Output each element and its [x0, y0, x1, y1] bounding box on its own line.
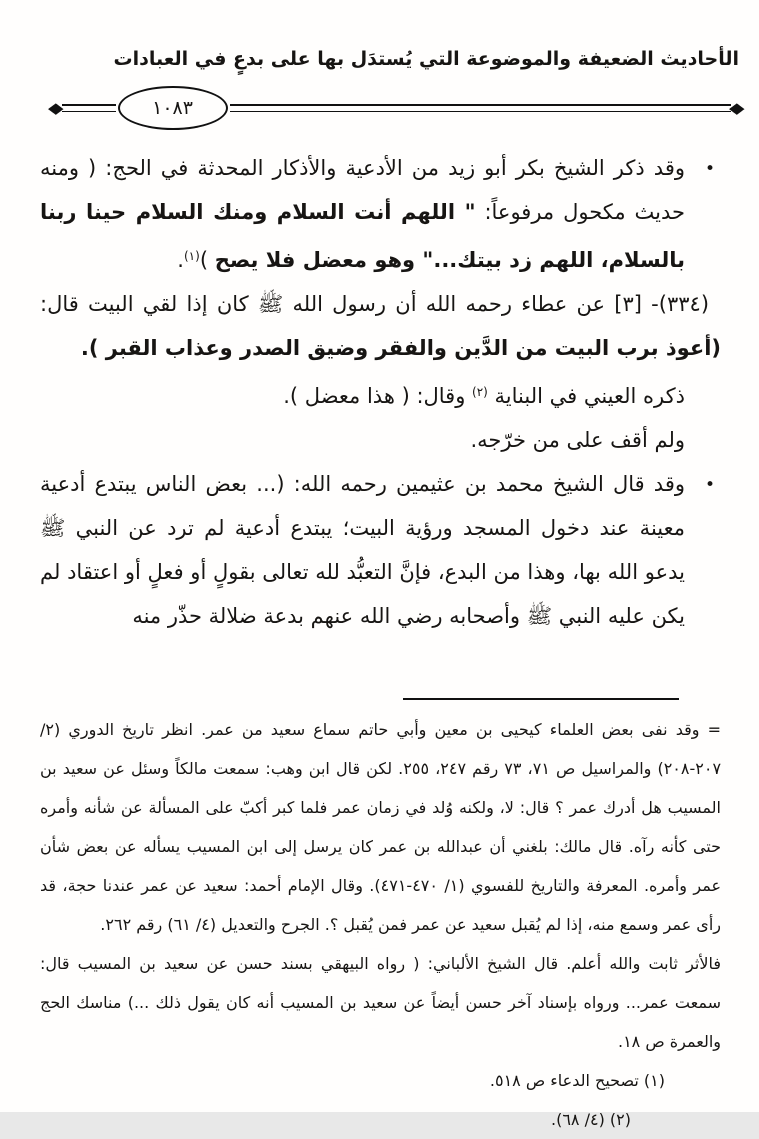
page-number-badge	[118, 86, 228, 130]
footnote-continuation: فالأثر ثابت والله أعلم. قال الشيخ الألباني: ( رواه البيهقي بسند حسن عن سعيد بن المسيب قال: سمعت عمر... ورواه بإسناد آخر حسن أيضاً عن سعيد بن المسيب أنه كان يقول ذلك ...) مناسك الحج والعمرة ص ١٨.	[40, 954, 721, 1051]
header-rule	[47, 86, 746, 130]
double-rule-segment	[62, 104, 116, 112]
bullet-marker: •	[704, 159, 715, 179]
paragraph-bakr-abu-zayd	[40, 146, 721, 282]
text-run: .	[177, 248, 184, 272]
paragraph-takhrij-note: ولم أقف على من خرّجه.	[470, 428, 685, 452]
text-run: وقد قال الشيخ محمد بن عثيمين رحمه الله: (... بعض الناس يبتدع أدعية معينة عند دخول المسجد ورؤية البيت؛ يبتدع أدعية لم ترد عن النبي ﷺ يدعو الله بها، وهذا من البدع، فإنَّ التعبُّد لله تعالى بقولٍ أو فعلٍ أو اعتقاد لم يكن عليه النبي ﷺ وأصحابه رضي الله عنهم بدعة ضلالة حذّر منه	[40, 472, 685, 628]
footnote-ref-2: (٢)	[472, 385, 488, 399]
text-run: )	[199, 248, 215, 272]
bullet-marker: •	[704, 475, 715, 495]
paragraph-ibn-uthaymin	[40, 462, 721, 638]
page-number: ١٠٨٣	[152, 97, 193, 119]
footnote-1: (١) تصحيح الدعاء ص ٥١٨.	[489, 1071, 665, 1090]
running-title: الأحاديث الضعيفة والموضوعة التي يُستدَل بها على بدعٍ في العبادات	[113, 48, 739, 70]
diamond-icon: ◆	[729, 98, 746, 117]
footnote-2: (٢) (٤/ ٦٨).	[550, 1110, 631, 1129]
hadith-quote-bold: " اللهم أنت السلام ومنك السلام حينا ربنا بالسلام، اللهم زد بيتك..." وهو معضل فلا يصح	[40, 200, 685, 272]
diamond-icon: ◆	[47, 98, 64, 117]
text-run: ذكره العيني في البناية	[487, 384, 685, 408]
text-run: وقال: ( هذا معضل ).	[283, 384, 473, 408]
hadith-quote-bold: (أعوذ برب البيت من الدَّين والفقر وضيق الصدر وعذاب القبر ).	[80, 336, 721, 360]
footnotes-section	[40, 698, 721, 1139]
footnote-separator	[403, 698, 679, 700]
footnote-continuation: = وقد نفى بعض العلماء كيحيى بن معين وأبي حاتم سماع سعيد من عمر. انظر تاريخ الدوري (٢/ ٢٠٧-٢٠٨) والمراسيل ص ٧١، ٧٣ رقم ٢٤٧، ٢٥٥. لكن قال ابن وهب: سمعت مالكاً وسئل عن سعيد بن المسيب هل أدرك عمر ؟ قال: لا، ولكنه وُلد في زمان عمر فلما كبر أكبّ على المسألة عن شأنه وأمره حتى كأنه رآه. قال مالك: بلغني أن عبدالله بن عمر كان يرسل إلى ابن المسيب يسأله عن بعض شأن عمر وأمره. المعرفة والتاريخ للفسوي (١/ ٤٧٠-٤٧١). وقال الإمام أحمد: سعيد عن عمر عندنا حجة، قد رأى عمر وسمع منه، إذا لم يُقبل سعيد عن عمر فمن يُقبل ؟. الجرح والتعديل (٤/ ٦١) رقم ٢٦٢.	[40, 720, 722, 934]
text-run: وقد ذكر الشيخ بكر أبو زيد من الأدعية والأذكار المحدثة في الحج: ( ومنه حديث مكحول مرفوعاً:	[40, 156, 685, 224]
text-run: (٣٣٤)- [٣] عن عطاء رحمه الله أن رسول الله ﷺ كان إذا لقي البيت قال:	[40, 292, 710, 316]
paragraph-ayni-attribution	[40, 370, 721, 418]
double-rule-segment	[230, 104, 732, 112]
paragraph-hadith-334	[40, 282, 721, 370]
page-body	[40, 146, 721, 638]
footnote-ref-1: (١)	[183, 249, 200, 263]
